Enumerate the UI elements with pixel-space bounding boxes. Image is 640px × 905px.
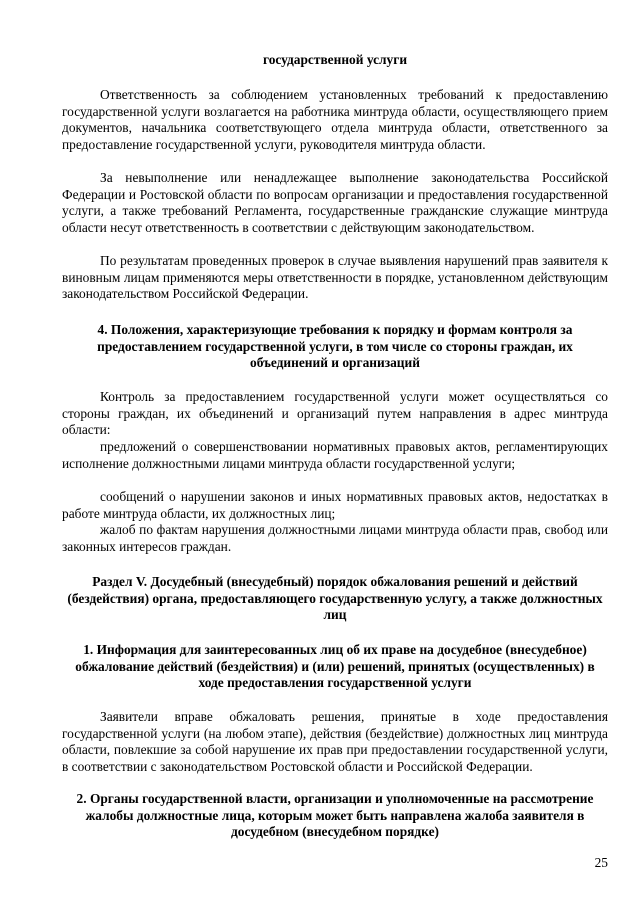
top-heading: государственной услуги	[262, 52, 408, 67]
heading-item-2: 2. Органы государственной власти, организации и уполномоченные на рассмотрение жалобы должностные лица, которым может быть направлена жалоба заявителя в досудебном (внесудебном порядке)	[76, 791, 594, 840]
heading-section-v: Раздел V. Досудебный (внесудебный) порядок обжалования решений и действий (бездействия) органа, предоставляющего государственную услугу, а также должностных лиц	[67, 574, 603, 623]
paragraph-proposals: предложений о совершенствовании нормативных правовых актов, регламентирующих исполнение должностными лицами минтруда области государственной услуги;	[62, 439, 608, 471]
page-number: 25	[594, 855, 608, 870]
paragraph-complaints: жалоб по фактам нарушения должностными лицами минтруда области прав, свобод или законных интересов граждан.	[62, 522, 608, 554]
paragraph-reports: сообщений о нарушении законов и иных нормативных правовых актов, недостатках в работе минтруда области, их должностных лиц;	[62, 489, 608, 521]
heading-section-4: 4. Положения, характеризующие требования к порядку и формам контроля за предоставлением государственной услуги, в том числе со стороны граждан, их объединений и организаций	[97, 322, 573, 371]
paragraph-failure: За невыполнение или ненадлежащее выполнение законодательства Российской Федерации и Ростовской области по вопросам организации и предоставления государственной услуги, а также требований Регламента, государственные гражданские служащие минтруда области несут ответственность в соответствии с действующим законодательством.	[62, 170, 608, 236]
paragraph-inspections: По результатам проведенных проверок в случае выявления нарушений прав заявителя к виновным лицам применяются меры ответственности в порядке, установленном действующим законодательством Российской Федерации.	[62, 253, 608, 302]
paragraph-responsibility: Ответственность за соблюдением установленных требований к предоставлению государственной услуги возлагается на работника минтруда области, осуществляющего прием документов, начальника соответствующего отдела минтруда области, ответственного за предоставление государственной услуги, руководителя минтруда области.	[62, 87, 608, 153]
heading-item-1: 1. Информация для заинтересованных лиц об их праве на досудебное (внесудебное) обжалование действий (бездействия) и (или) решений, принятых (осуществленных) в ходе предоставления государственной услуги	[75, 642, 595, 691]
paragraph-appeal: Заявители вправе обжаловать решения, принятые в ходе предоставления государственной услуги (на любом этапе), действия (бездействие) должностных лиц минтруда области, повлекшие за собой нарушение их прав при предоставлении государственной услуги, в соответствии с законодательством Ростовской области и Российской Федерации.	[62, 709, 608, 775]
paragraph-control: Контроль за предоставлением государственной услуги может осуществляться со стороны граждан, их объединений и организаций путем направления в адрес минтруда области:	[62, 389, 608, 438]
